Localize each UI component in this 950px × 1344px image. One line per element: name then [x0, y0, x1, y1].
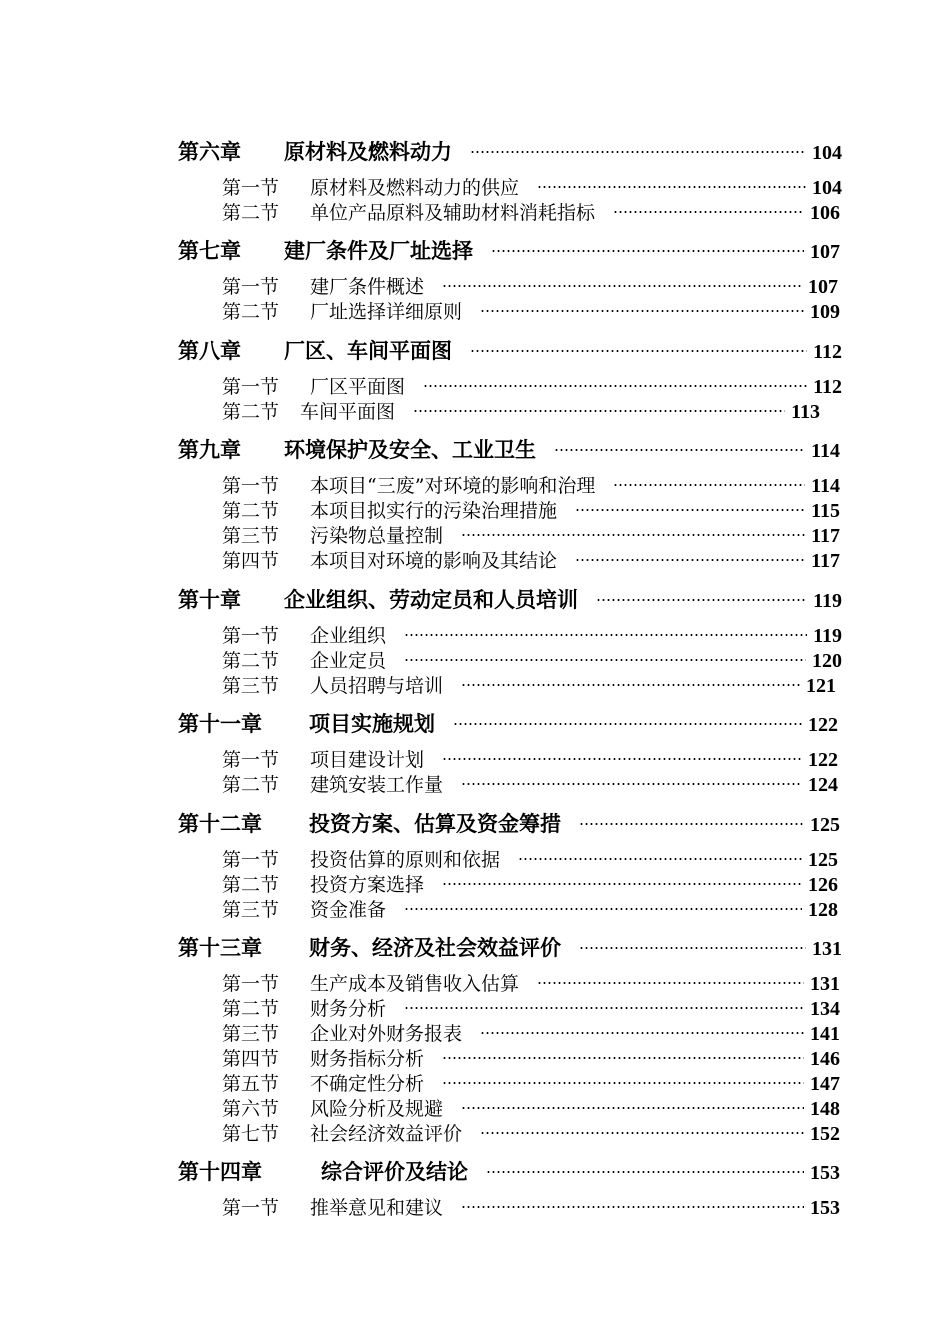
toc-section-entry[interactable]: [222, 1094, 840, 1119]
section-title: 企业组织: [310, 625, 387, 647]
section-number: 第一节: [222, 625, 280, 647]
page-number: 134: [810, 998, 840, 1020]
page-number: 114: [811, 475, 840, 497]
toc-section-entry[interactable]: [222, 845, 838, 870]
toc-section-entry[interactable]: [222, 546, 840, 571]
dot-leader: [461, 533, 805, 537]
dot-leader: [486, 1170, 804, 1174]
toc-section-entry[interactable]: [222, 1019, 840, 1044]
chapter-title: 建厂条件及厂址选择: [284, 238, 473, 263]
toc-chapter-entry[interactable]: [178, 708, 838, 738]
page-number: 115: [811, 500, 840, 522]
toc-section-entry[interactable]: [222, 496, 840, 521]
toc-section-entry[interactable]: [222, 297, 840, 322]
section-number: 第六节: [222, 1098, 280, 1120]
page-number: 125: [808, 849, 838, 871]
section-title: 厂址选择详细原则: [310, 301, 463, 323]
section-number: 第二节: [222, 202, 280, 224]
page-number: 147: [810, 1073, 840, 1095]
toc-section-entry[interactable]: [222, 646, 842, 671]
page-number: 107: [808, 276, 838, 298]
section-number: 第二节: [222, 874, 280, 896]
section-title: 生产成本及销售收入估算: [310, 973, 520, 995]
section-title: 项目建设计划: [310, 749, 425, 771]
section-title: 不确定性分析: [310, 1073, 425, 1095]
toc-chapter-entry[interactable]: [178, 136, 842, 166]
toc-section-entry[interactable]: [222, 745, 838, 770]
chapter-title: 项目实施规划: [309, 711, 435, 736]
dot-leader: [461, 782, 802, 786]
toc-section-entry[interactable]: [222, 671, 836, 696]
section-title: 厂区平面图: [310, 376, 406, 398]
page-number: 119: [813, 625, 842, 647]
page-number: 112: [813, 341, 842, 363]
toc-section-entry[interactable]: [222, 1044, 840, 1069]
chapter-number: 第七章: [178, 238, 241, 263]
section-number: 第二节: [222, 301, 280, 323]
dot-leader: [470, 150, 806, 154]
dot-leader: [404, 658, 806, 662]
page-number: 119: [813, 590, 842, 612]
page-number: 117: [811, 550, 840, 572]
dot-leader: [480, 309, 804, 313]
chapter-number: 第十一章: [178, 711, 262, 736]
section-number: 第一节: [222, 177, 280, 199]
page-number: 148: [810, 1098, 840, 1120]
chapter-number: 第九章: [178, 437, 241, 462]
section-title: 本项目“三废”对环境的影响和治理: [310, 475, 596, 497]
dot-leader: [575, 508, 805, 512]
dot-leader: [480, 1031, 804, 1035]
chapter-number: 第十章: [178, 587, 241, 612]
page-number: 112: [813, 376, 842, 398]
page-number: 153: [810, 1197, 840, 1219]
toc-section-entry[interactable]: [222, 969, 840, 994]
section-number: 第四节: [222, 550, 280, 572]
dot-leader: [442, 1056, 804, 1060]
section-number: 第二节: [222, 650, 280, 672]
page-number: 128: [808, 899, 838, 921]
dot-leader: [461, 1205, 804, 1209]
toc-section-entry[interactable]: [222, 272, 838, 297]
dot-leader: [613, 210, 804, 214]
section-title: 社会经济效益评价: [310, 1123, 463, 1145]
section-title: 车间平面图: [300, 401, 396, 423]
page-number: 146: [810, 1048, 840, 1070]
dot-leader: [404, 1006, 804, 1010]
toc-chapter-entry[interactable]: [178, 808, 840, 838]
dot-leader: [613, 483, 805, 487]
dot-leader: [442, 757, 802, 761]
section-title: 财务指标分析: [310, 1048, 425, 1070]
dot-leader: [413, 409, 785, 413]
dot-leader: [537, 185, 806, 189]
page-number: 114: [811, 440, 840, 462]
chapter-number: 第十三章: [178, 935, 262, 960]
dot-leader: [554, 448, 805, 452]
toc-section-entry[interactable]: [222, 521, 840, 546]
section-number: 第一节: [222, 1197, 280, 1219]
section-title: 投资方案选择: [310, 874, 425, 896]
chapter-number: 第六章: [178, 139, 241, 164]
page-number: 107: [810, 241, 840, 263]
dot-leader: [423, 384, 807, 388]
section-number: 第三节: [222, 899, 280, 921]
page-number: 120: [812, 650, 842, 672]
dot-leader: [442, 1081, 804, 1085]
section-title: 本项目拟实行的污染治理措施: [310, 500, 558, 522]
dot-leader: [470, 349, 807, 353]
section-number: 第五节: [222, 1073, 280, 1095]
section-title: 本项目对环境的影响及其结论: [310, 550, 558, 572]
section-number: 第二节: [222, 500, 280, 522]
section-title: 原材料及燃料动力的供应: [310, 177, 520, 199]
section-title: 风险分析及规避: [310, 1098, 444, 1120]
section-number: 第一节: [222, 973, 280, 995]
page-number: 141: [810, 1023, 840, 1045]
section-number: 第二节: [222, 774, 280, 796]
toc-section-entry[interactable]: [222, 621, 842, 646]
dot-leader: [404, 633, 807, 637]
toc-section-entry[interactable]: [222, 870, 838, 895]
page-number: 104: [812, 177, 842, 199]
toc-chapter-entry[interactable]: [178, 1156, 840, 1186]
section-number: 第一节: [222, 475, 280, 497]
page-number: 126: [808, 874, 838, 896]
chapter-title: 厂区、车间平面图: [284, 338, 452, 363]
section-title: 污染物总量控制: [310, 525, 444, 547]
section-title: 投资估算的原则和依据: [310, 849, 501, 871]
section-number: 第一节: [222, 276, 280, 298]
toc-chapter-entry[interactable]: [178, 584, 842, 614]
dot-leader: [480, 1131, 804, 1135]
section-title: 建筑安装工作量: [310, 774, 444, 796]
page-number: 104: [812, 142, 842, 164]
section-number: 第二节: [222, 998, 280, 1020]
dot-leader: [579, 822, 804, 826]
toc-section-entry[interactable]: [222, 397, 820, 422]
page-number: 117: [811, 525, 840, 547]
chapter-number: 第十四章: [178, 1159, 262, 1184]
toc-section-entry[interactable]: [222, 471, 840, 496]
toc-chapter-entry[interactable]: [178, 932, 842, 962]
chapter-title: 环境保护及安全、工业卫生: [284, 437, 536, 462]
section-title: 推举意见和建议: [310, 1197, 444, 1219]
dot-leader: [442, 284, 802, 288]
section-number: 第一节: [222, 749, 280, 771]
dot-leader: [579, 946, 806, 950]
dot-leader: [453, 722, 802, 726]
dot-leader: [596, 598, 807, 602]
section-title: 资金准备: [310, 899, 387, 921]
section-number: 第七节: [222, 1123, 280, 1145]
page-number: 122: [808, 749, 838, 771]
toc-section-entry[interactable]: [222, 1069, 840, 1094]
dot-leader: [491, 249, 804, 253]
page-number: 122: [808, 714, 838, 736]
toc-chapter-entry[interactable]: [178, 335, 842, 365]
chapter-title: 财务、经济及社会效益评价: [309, 935, 561, 960]
section-number: 第二节: [222, 401, 280, 423]
chapter-number: 第十二章: [178, 811, 262, 836]
section-title: 单位产品原料及辅助材料消耗指标: [310, 202, 596, 224]
section-number: 第三节: [222, 1023, 280, 1045]
dot-leader: [518, 857, 802, 861]
section-title: 企业对外财务报表: [310, 1023, 463, 1045]
page-number: 121: [806, 675, 836, 697]
section-number: 第三节: [222, 525, 280, 547]
chapter-title: 原材料及燃料动力: [284, 139, 452, 164]
page-number: 131: [812, 938, 842, 960]
dot-leader: [575, 558, 805, 562]
toc-section-entry[interactable]: [222, 1119, 840, 1144]
dot-leader: [537, 981, 804, 985]
toc-section-entry[interactable]: [222, 1193, 840, 1218]
dot-leader: [404, 907, 802, 911]
section-title: 企业定员: [310, 650, 387, 672]
toc-chapter-entry[interactable]: [178, 235, 840, 265]
section-title: 建厂条件概述: [310, 276, 425, 298]
dot-leader: [442, 882, 802, 886]
page-number: 124: [808, 774, 838, 796]
chapter-title: 投资方案、估算及资金筹措: [309, 811, 561, 836]
page-number: 113: [791, 401, 820, 423]
section-title: 财务分析: [310, 998, 387, 1020]
toc-section-entry[interactable]: [222, 372, 842, 397]
dot-leader: [461, 1106, 804, 1110]
toc-section-entry[interactable]: [222, 198, 840, 223]
toc-chapter-entry[interactable]: [178, 434, 840, 464]
page-number: 106: [810, 202, 840, 224]
section-number: 第一节: [222, 849, 280, 871]
page-number: 131: [810, 973, 840, 995]
section-number: 第四节: [222, 1048, 280, 1070]
section-number: 第三节: [222, 675, 280, 697]
page-number: 125: [810, 814, 840, 836]
toc-section-entry[interactable]: [222, 895, 838, 920]
page-number: 109: [810, 301, 840, 323]
page-number: 153: [810, 1162, 840, 1184]
toc-section-entry[interactable]: [222, 994, 840, 1019]
section-number: 第一节: [222, 376, 280, 398]
toc-section-entry[interactable]: [222, 770, 838, 795]
toc-section-entry[interactable]: [222, 173, 842, 198]
dot-leader: [461, 683, 800, 687]
chapter-title: 综合评价及结论: [321, 1159, 468, 1184]
section-title: 人员招聘与培训: [310, 675, 444, 697]
chapter-number: 第八章: [178, 338, 241, 363]
page-number: 152: [810, 1123, 840, 1145]
chapter-title: 企业组织、劳动定员和人员培训: [284, 587, 578, 612]
